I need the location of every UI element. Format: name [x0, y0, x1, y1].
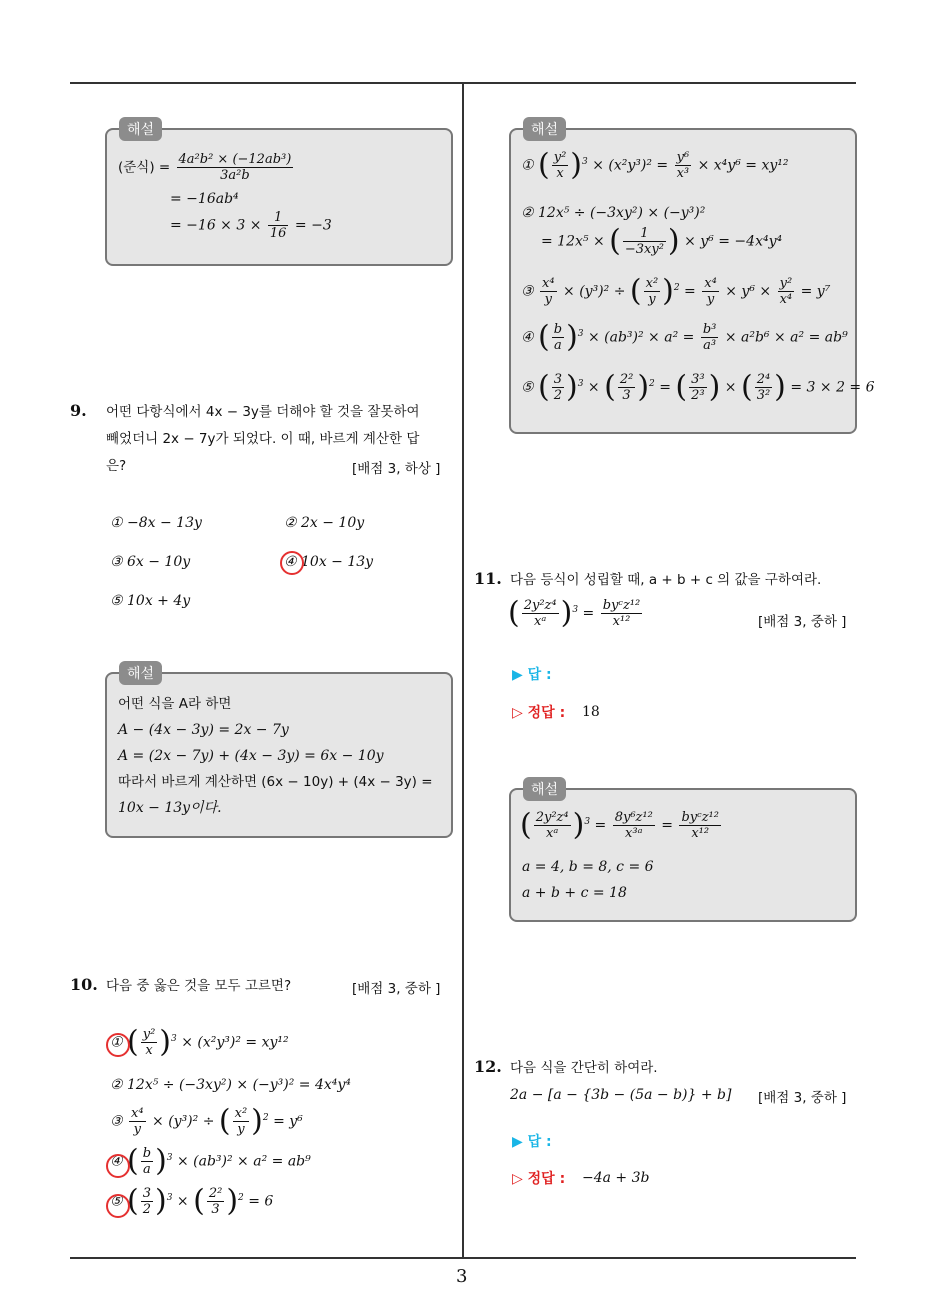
q9-choice-4[interactable]: ④ 10x − 13y: [284, 554, 374, 570]
q9-choice-3[interactable]: ③ 6x − 10y: [110, 554, 191, 570]
answer-circle-mark: [106, 1194, 130, 1218]
q11-grade: [배점 3, 중하 ]: [758, 614, 847, 630]
q12-text: 다음 식을 간단히 하여라.: [510, 1060, 658, 1076]
q10-choice-2[interactable]: ② 12x⁵ ÷ (−3xy²) × (−y³)² = 4x⁴y⁴: [110, 1077, 351, 1093]
q9-text-line3: 은?: [106, 458, 127, 474]
q11-answer-label: ▶ 답 :: [512, 667, 552, 683]
sol8-line3: = −16 × 3 × $\frac{1}{16}$ = −3: [170, 210, 332, 241]
q12-correct-value: −4a + 3b: [582, 1170, 650, 1186]
q9-grade: [배점 3, 하상 ]: [352, 461, 441, 477]
sol8-line2: = −16ab⁴: [170, 191, 239, 207]
q12-grade: [배점 3, 중하 ]: [758, 1090, 847, 1106]
q10-choice-1[interactable]: ① ( $\frac{\text{y²}}{x}$ )$^3$ × (x²y³)² = xy¹²: [110, 1024, 289, 1060]
q10-number: 10.: [70, 975, 98, 994]
q10-choice-4[interactable]: ④ ( $\frac{b}{a}$ )$^3$ × (ab³)² × a² = ab⁹: [110, 1143, 311, 1179]
q10-choice-3[interactable]: ③ $\frac{\text{x⁴}}{y}$ × (y³)² ÷ ( $\frac{\text{x²}}{y}$ )$^2$ = y⁶: [110, 1103, 303, 1139]
sol11-line3: a + b + c = 18: [522, 885, 627, 901]
sol8-line1: (준식) = $\frac{\text{4a²b² × (−12ab³)}}{\text{3a²b}}$: [118, 152, 292, 183]
sol9-line4: 따라서 바르게 계산하면 (6x − 10y) + (4x − 3y) =: [118, 774, 433, 790]
sol9-line3: A = (2x − 7y) + (4x − 3y) = 6x − 10y: [118, 748, 384, 764]
sol10-row2b: = 12x⁵ × ( $\frac{1}{\text{−3xy²}}$ ) × y⁶ = −4x⁴y⁴: [541, 223, 783, 259]
column-divider: [462, 82, 464, 1258]
bottom-rule: [70, 1257, 856, 1259]
q10-grade: [배점 3, 중하 ]: [352, 981, 441, 997]
solution-tag: 해설: [523, 777, 566, 801]
q10-choice-5[interactable]: ⑤ ( $\frac{3}{2}$ )$^3$ × ( $\frac{\text{2²}}{3}$ )$^2$ = 6: [110, 1183, 274, 1219]
q12-correct-label: ▷ 정답 :: [512, 1171, 566, 1187]
solution-tag: 해설: [119, 661, 162, 685]
sol11-line1: ( $\frac{\text{2y²z⁴}}{\text{xᵃ}}$ )$^3$ = $\frac{\text{8y⁶z¹²}}{\text{x³ᵃ}}$ = $\frac{\text{byᶜz¹²}}{\text{x¹²}}$: [520, 807, 719, 843]
sol10-row1: ① ( $\frac{\text{y²}}{x}$ )$^3$ × (x²y³)² = $\frac{\text{y⁶}}{\text{x³}}$ × x⁴y⁶ = xy¹²: [521, 147, 789, 183]
answer-circle-mark: [106, 1033, 130, 1057]
solution-tag: 해설: [119, 117, 162, 141]
q11-correct-label: ▷ 정답 :: [512, 705, 566, 721]
sol10-row3: ③ $\frac{\text{x⁴}}{y}$ × (y³)² ÷ ( $\frac{\text{x²}}{y}$ )$^2$ = $\frac{\text{x⁴}}{y}$ × y⁶ × $\frac{\text{y²}}{\text{x⁴}}$ = y⁷: [521, 273, 831, 309]
q11-equation: ( $\frac{\text{2y²z⁴}}{\text{xᵃ}}$ )$^3$ = $\frac{\text{byᶜz¹²}}{\text{x¹²}}$: [508, 595, 641, 631]
sol9-line5: 10x − 13y이다.: [118, 800, 222, 816]
q10-text: 다음 중 옳은 것을 모두 고르면?: [106, 978, 292, 994]
q11-text: 다음 등식이 성립할 때, a + b + c 의 값을 구하여라.: [510, 572, 822, 588]
q12-answer-label: ▶ 답 :: [512, 1134, 552, 1150]
q12-number: 12.: [474, 1057, 502, 1076]
q11-correct-value: 18: [582, 704, 600, 720]
q9-number: 9.: [70, 401, 87, 420]
q9-choice-5[interactable]: ⑤ 10x + 4y: [110, 593, 191, 609]
q11-number: 11.: [474, 569, 502, 588]
answer-circle-mark: [106, 1154, 130, 1178]
sol11-line2: a = 4, b = 8, c = 6: [522, 859, 654, 875]
sol10-row2a: ② 12x⁵ ÷ (−3xy²) × (−y³)²: [521, 205, 706, 221]
q9-choice-2[interactable]: ② 2x − 10y: [284, 515, 365, 531]
sol9-line1: 어떤 식을 A라 하면: [118, 696, 232, 712]
solution-box-q8: [105, 128, 453, 266]
solution-tag: 해설: [523, 117, 566, 141]
q9-text-line1: 어떤 다항식에서 4x − 3y를 더해야 할 것을 잘못하여: [106, 404, 420, 420]
sol9-line2: A − (4x − 3y) = 2x − 7y: [118, 722, 289, 738]
answer-circle-mark: [280, 551, 304, 575]
page-number: 3: [456, 1266, 468, 1287]
sol10-row5: ⑤ ( $\frac{3}{2}$ )$^3$ × ( $\frac{\text{2²}}{3}$ )$^2$ = ( $\frac{\text{3³}}{\text{2³}}$ ) × ( $\frac{\text{2⁴}}{\text{3²}}$ ) = 3 × 2 = 6: [521, 369, 875, 405]
q9-text-line2: 빼었더니 2x − 7y가 되었다. 이 때, 바르게 계산한 답: [106, 431, 420, 447]
q9-choice-1[interactable]: ① −8x − 13y: [110, 515, 202, 531]
q12-expression: 2a − [a − {3b − (5a − b)} + b]: [510, 1087, 732, 1103]
sol10-row4: ④ ( $\frac{b}{a}$ )$^3$ × (ab³)² × a² = $\frac{\text{b³}}{\text{a³}}$ × a²b⁶ × a² = ab⁹: [521, 319, 848, 355]
